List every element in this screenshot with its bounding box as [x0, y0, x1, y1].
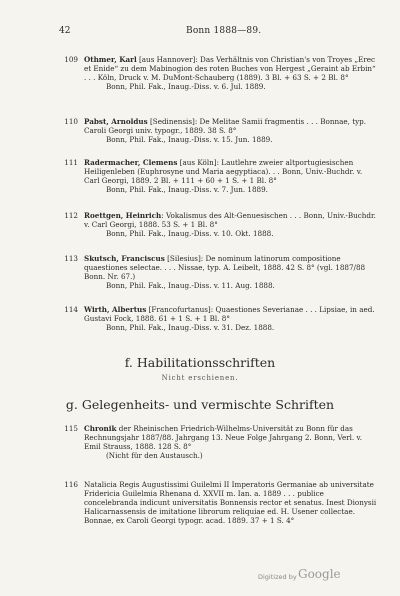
- page-number: 42: [59, 26, 71, 36]
- running-title: Bonn 1888—89.: [186, 26, 262, 36]
- entry-number: 114: [64, 305, 78, 314]
- section-heading-occasional: g. Gelegenheits- und vermischte Schriften: [65, 397, 335, 412]
- section-subtitle: Nicht erschienen.: [161, 374, 239, 382]
- entry-note: Bonn, Phil. Fak., Inaug.-Diss. v. 7. Jun. 1889.: [106, 185, 268, 195]
- digitized-by-text: Digitized by: [258, 573, 297, 581]
- entry-text: [Silesius]: De nominum latinorum compositione quaestiones selectae. . . . Nissae, typ. A. Leibelt, 1888. 42 S. 8° (vgl. 1887/88 Bonn. Nr. 67.): [84, 254, 366, 282]
- list-item: [64, 254, 378, 291]
- entry-author: Wirth, Albertus: [84, 305, 147, 314]
- entry-number: 113: [64, 254, 78, 263]
- entry-note: (Nicht für den Austausch.): [106, 451, 203, 461]
- entry-author: Pabst, Arnoldus: [84, 117, 148, 126]
- entry-number: 116: [64, 480, 78, 489]
- entry-author: Roettgen, Heinrich: [84, 211, 162, 220]
- entry-number: 115: [64, 424, 78, 433]
- google-watermark-logo: Google: [298, 567, 341, 581]
- entry-number: 112: [64, 211, 78, 220]
- entry-number: 110: [64, 117, 78, 126]
- section-heading-habilitation: f. Habilitationsschriften: [124, 355, 276, 370]
- list-item: [64, 117, 378, 145]
- entry-text: [aus Hannover]: Das Verhältnis von Christian's von Troyes „Erec et Enide“ zu dem Mabinogion des roten Buches von Hergest „Geraint ab Erbin“ . . . Köln, Druck v. M. DuMont-Schauberg (1889). 3 Bl. + 63 S. + 2 Bl. 8°: [84, 55, 376, 83]
- entry-number: 109: [64, 55, 78, 64]
- entry-text: Natalicia Regis Augustissimi Guilelmi II Imperatoris Germaniae ab universitate Fridericia Guilelmia Rhenana d. XXVII m. Ian. a. 1889 . . . publice concelebranda indicunt universitatis Bonnensis rector et senatus. Inest Dionysii Halicarnassensis de imitatione librorum reliquiae ed. H. Usener collectae. Bonnae, ex Caroli Georgi typogr. acad. 1889. 37 + 1 S. 4°: [84, 480, 377, 526]
- list-item: [64, 158, 378, 195]
- entry-author: Radermacher, Clemens: [84, 158, 178, 167]
- entry-note: Bonn, Phil. Fak., Inaug.-Diss. v. 15. Jun. 1889.: [106, 135, 273, 145]
- entry-text: [Francofurtanus]: Quaestiones Severianae . . . Lipsiae, in aed. Gustavi Fock, 1888. 61 + 1 S. + 1 Bl. 8°: [84, 305, 375, 324]
- entry-note: Bonn, Phil. Fak., Inaug.-Diss. v. 10. Okt. 1888.: [106, 229, 274, 239]
- list-item: [64, 305, 378, 333]
- list-item: [64, 55, 378, 92]
- entry-text: [aus Köln]: Lautlehre zweier altportugiesischen Heiligenleben (Euphrosyne und Maria aegyptiaca). . . Bonn, Univ.-Buchdr. v. Carl Georgi, 1889. 2 Bl. + 111 + 60 + 1 S. + 1 Bl. 8°: [84, 158, 363, 186]
- entry-number: 111: [64, 158, 78, 167]
- entry-author: Othmer, Karl: [84, 55, 137, 64]
- entry-note: Bonn, Phil. Fak., Inaug.-Diss. v. 11. Aug. 1888.: [106, 281, 275, 291]
- entry-text: [Sedinensis]: De Melitae Samii fragmentis . . . Bonnae, typ. Caroli Georgi univ. typogr., 1889. 38 S. 8°: [84, 117, 367, 136]
- list-item: [64, 424, 378, 461]
- entry-note: Bonn, Phil. Fak., Inaug.-Diss. v. 31. Dez. 1888.: [106, 323, 275, 333]
- entry-text: der Rheinischen Friedrich-Wilhelms-Universität zu Bonn für das Rechnungsjahr 1887/88. Jahrgang 13. Neue Folge Jahrgang 2. Bonn, Verl. v. Emil Strauss, 1888. 128 S. 8°: [84, 424, 362, 452]
- list-item: [64, 480, 378, 526]
- entry-note: Bonn, Phil. Fak., Inaug.-Diss. v. 6. Jul. 1889.: [106, 82, 266, 92]
- entry-author: Chronik: [84, 424, 117, 433]
- entry-text: : Vokalismus des Alt-Genuesischen . . . Bonn, Univ.-Buchdr. v. Carl Georgi, 1888. 53 S. + 1 Bl. 8°: [84, 211, 376, 230]
- entry-author: Skutsch, Franciscus: [84, 254, 165, 263]
- list-item: [64, 211, 378, 239]
